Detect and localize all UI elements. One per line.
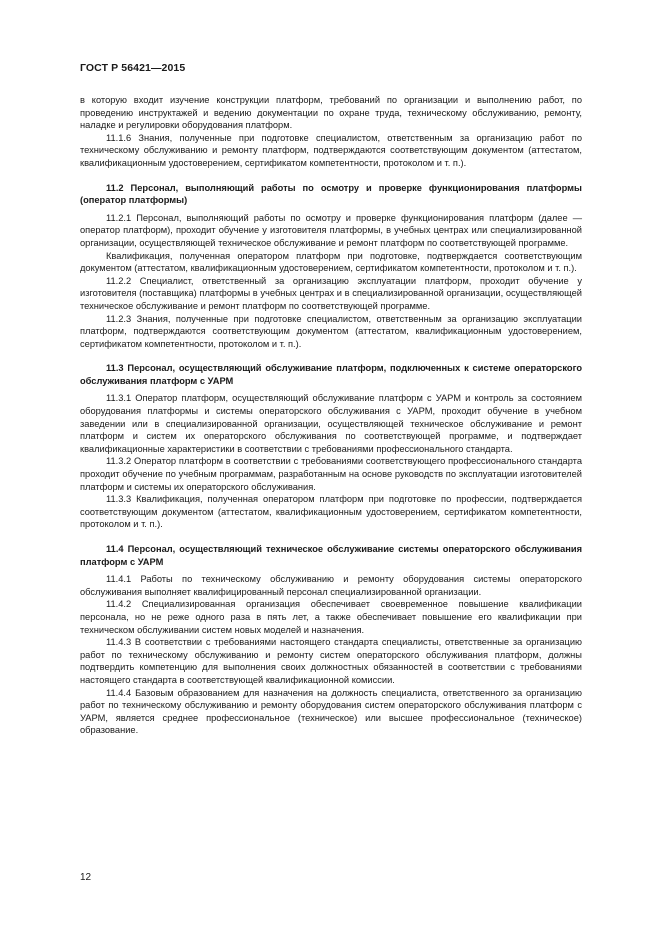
paragraph: 11.2.2 Специалист, ответственный за организацию эксплуатации платформ, проходит обучение у изготовителя (поставщика) платформы в учебных центрах и в специализированной организации, осуществляющей техническое обслуживание и ремонт платформ по соответствующей программе. bbox=[80, 275, 582, 311]
paragraph: 11.3.1 Оператор платформ, осуществляющий обслуживание платформ с УАРМ и контроль за состоянием оборудования платформы и системы операторского обслуживания с УАРМ, проходит обучение в учебном заведении или в специализированной организации, осуществляющей техническое обслуживание и ремонт платформ и систем их операторского обслуживания по соответствующей программе, и подтверждает квалификационные характеристики в соответствии с требованиями профессионального стандарта. bbox=[80, 393, 582, 454]
page-number: 12 bbox=[80, 872, 92, 883]
section-heading-11-4: 11.4 Персонал, осуществляющий техническое обслуживание системы операторского обслуживания платформ с УАРМ bbox=[80, 544, 582, 567]
paragraph: 11.2.3 Знания, полученные при подготовке специалистом, ответственным за организацию эксплуатации платформ, подтверждаются соответствующим документом (аттестатом, квалификационным удостоверением, сертификатом компетентности, протоколом и т. п.). bbox=[80, 313, 582, 349]
paragraph: 11.4.4 Базовым образованием для назначения на должность специалиста, ответственного за организацию работ по техническому обслуживанию и ремонту оборудования систем операторского обслуживания платформ с УАРМ, является среднее профессиональное (техническое) или высшее профессиональное (техническое) образование. bbox=[80, 687, 582, 736]
section-heading-11-2: 11.2 Персонал, выполняющий работы по осмотру и проверке функционирования платформы (оператор платформы) bbox=[80, 182, 582, 206]
paragraph: 11.1.6 Знания, полученные при подготовке специалистом, ответственным за организацию работ по техническому обслуживанию и ремонту платформ, подтверждаются соответствующим документом (аттестатом, квалификационным удостоверением, сертификатом компетентности, протоколом и т. п.). bbox=[80, 132, 582, 168]
paragraph: 11.4.3 В соответствии с требованиями настоящего стандарта специалисты, ответственные за организацию работ по техническому обслуживанию и ремонту систем операторского обслуживания платформ, должны подтвердить компетенцию для выполнения своих должностных обязанностей в соответствии с требованиями настоящего стандарта в соответствующей квалификационной комиссии. bbox=[80, 637, 582, 685]
paragraph: 11.3.3 Квалификация, полученная оператором платформ при подготовке по профессии, подтверждается соответствующим документом (аттестатом, квалификационным удостоверением, сертификатом компетентности, протоколом и т. п.). bbox=[80, 494, 582, 530]
document-header: ГОСТ Р 56421—2015 bbox=[80, 62, 186, 74]
paragraph: в которую входит изучение конструкции платформ, требований по организации и выполнению работ, по проведению инструктажей и ведению документации по охране труда, техническому обслуживанию, ремонту, наладке и регулировки оборудования платформ. bbox=[80, 95, 582, 131]
paragraph: 11.4.2 Специализированная организация обеспечивает своевременное повышение квалификации персонала, но не реже одного раза в пять лет, а также обеспечивает повышение его квалификации при техническом обслуживании систем новых моделей и назначения. bbox=[80, 599, 582, 635]
paragraph: 11.3.2 Оператор платформ в соответствии с требованиями соответствующего профессионального стандарта проходит обучение по учебным программам, разработанным на основе руководств по эксплуатации изготовителей платформ и системы их операторского обслуживания. bbox=[80, 456, 582, 492]
paragraph: Квалификация, полученная оператором платформ при подготовке, подтверждается соответствующим документом (аттестатом, квалификационным удостоверением, сертификатом компетентности, протоколом и т. п.). bbox=[80, 250, 582, 274]
paragraph: 11.4.1 Работы по техническому обслуживанию и ремонту оборудования системы операторского обслуживания выполняет квалифицированный персонал специализированной организации. bbox=[80, 574, 582, 597]
section-heading-11-3: 11.3 Персонал, осуществляющий обслуживание платформ, подключенных к системе операторского обслуживания платформ с УАРМ bbox=[80, 363, 582, 386]
paragraph: 11.2.1 Персонал, выполняющий работы по осмотру и проверке функционирования платформ (далее — оператор платформ), проходит обучение у изготовителя платформы, в учебных центрах или специализированной организации, осуществляющей техническое обслуживание и ремонт платформ по соответствующей программе. bbox=[80, 212, 582, 248]
document-body bbox=[80, 94, 582, 737]
